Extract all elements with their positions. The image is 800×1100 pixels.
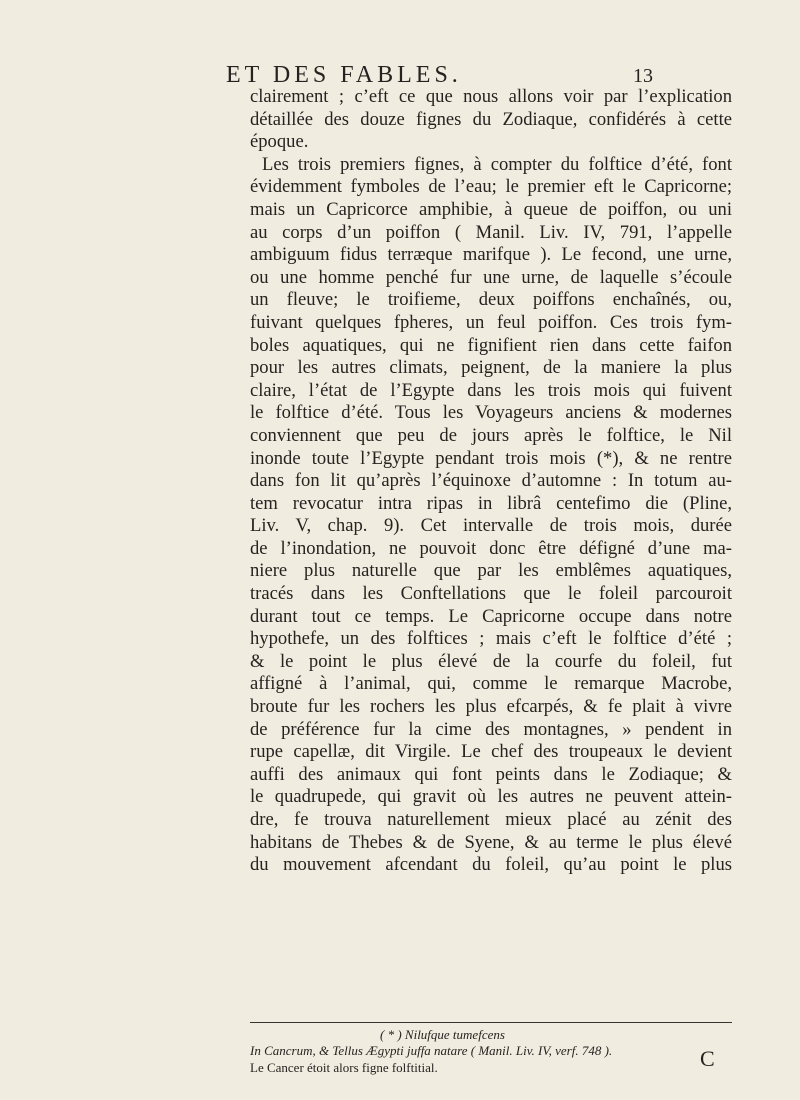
- text-line: détaillée des douze fignes du Zodiaque, confidérés à cette: [250, 108, 732, 130]
- text-line: conviennent que peu de jours après le folftice, le Nil: [250, 424, 732, 446]
- text-line: de préférence fur la cime des montagnes, » pendent in: [250, 718, 732, 740]
- text-line: ambiguum fidus terræque marifque ). Le fecond, une urne,: [250, 244, 732, 266]
- text-line: tracés dans les Conftellations que le foleil parcouroit: [250, 583, 732, 605]
- footnote-line: ( * ) Nilufque tumefcens: [380, 1027, 505, 1042]
- text-line: le quadrupede, qui gravit où les autres ne peuvent attein-: [250, 786, 732, 808]
- text-line: & le point le plus élevé de la courfe du foleil, fut: [250, 650, 732, 672]
- text-line: inonde toute l’Egypte pendant trois mois (*), & ne rentre: [250, 447, 732, 469]
- text-line: broute fur les rochers les plus efcarpés, & fe plait à vivre: [250, 696, 732, 718]
- page-number: 13: [633, 65, 653, 87]
- text-line: rupe capellæ, dit Virgile. Le chef des troupeaux le devient: [250, 741, 732, 763]
- footnote-line: In Cancrum, & Tellus Ægypti juffa natare ( Manil. Liv. IV, verf. 748 ).: [250, 1043, 613, 1059]
- text-line: niere plus naturelle que par les emblêmes aquatiques,: [250, 560, 732, 582]
- text-line: du mouvement afcendant du foleil, qu’au point le plus: [250, 854, 732, 876]
- text-line: clairement ; c’eft ce que nous allons voir par l’explication: [250, 86, 732, 107]
- footnotes: [250, 1027, 732, 1076]
- text-line: époque.: [250, 131, 309, 153]
- text-line: durant tout ce temps. Le Capricorne occupe dans notre: [250, 605, 732, 627]
- main-text: [250, 86, 732, 877]
- text-line: Les trois premiers fignes, à compter du folftice d’été, font: [262, 153, 732, 175]
- text-line: dre, fe trouva naturellement mieux placé au zénit des: [250, 809, 732, 830]
- text-line: ou une homme penché fur une urne, de laquelle s’écoule: [250, 266, 732, 288]
- text-line: claire, l’état de l’Egypte dans les trois mois qui fuivent: [250, 379, 732, 401]
- text-line: mais un Capricorce amphibie, à queue de poiffon, ou uni: [250, 198, 732, 220]
- running-header: [226, 62, 726, 89]
- text-line: fuivant quelques fpheres, un feul poiffon. Ces trois fym-: [250, 311, 732, 333]
- running-title: ET DES FABLES.: [226, 62, 462, 88]
- signature-mark: C: [700, 1046, 715, 1071]
- text-line: habitans de Thebes & de Syene, & au terme le plus élevé: [250, 831, 732, 853]
- footnote-line: Le Cancer étoit alors figne folftitial.: [250, 1059, 438, 1075]
- text-line: boles aquatiques, qui ne fignifient rien dans cette faifon: [250, 334, 732, 356]
- text-line: au corps d’un poiffon ( Manil. Liv. IV, 791, l’appelle: [250, 221, 732, 243]
- text-line: dans fon lit qu’après l’équinoxe d’automne : In totum au-: [250, 470, 732, 492]
- text-line: un fleuve; le troifieme, deux poiffons enchaînés, ou,: [250, 289, 732, 311]
- text-line: affigné à l’animal, qui, comme le remarque Macrobe,: [250, 673, 732, 695]
- text-line: pour les autres climats, peignent, de la maniere la plus: [250, 357, 732, 379]
- text-line: tem revocatur intra ripas in librâ centefimo die (Pline,: [250, 492, 732, 514]
- text-line: évidemment fymboles de l’eau; le premier eft le Capricorne;: [250, 176, 732, 198]
- text-line: le folftice d’été. Tous les Voyageurs anciens & modernes: [250, 402, 732, 424]
- text-line: Liv. V, chap. 9). Cet intervalle de trois mois, durée: [250, 515, 732, 537]
- text-line: de l’inondation, ne pouvoit donc être défigné d’une ma-: [250, 537, 732, 559]
- footnote-divider: [250, 1022, 732, 1023]
- text-line: auffi des animaux qui font peints dans le Zodiaque; &: [250, 763, 732, 785]
- text-line: hypothefe, un des folftices ; mais c’eft le folftice d’été ;: [250, 628, 732, 650]
